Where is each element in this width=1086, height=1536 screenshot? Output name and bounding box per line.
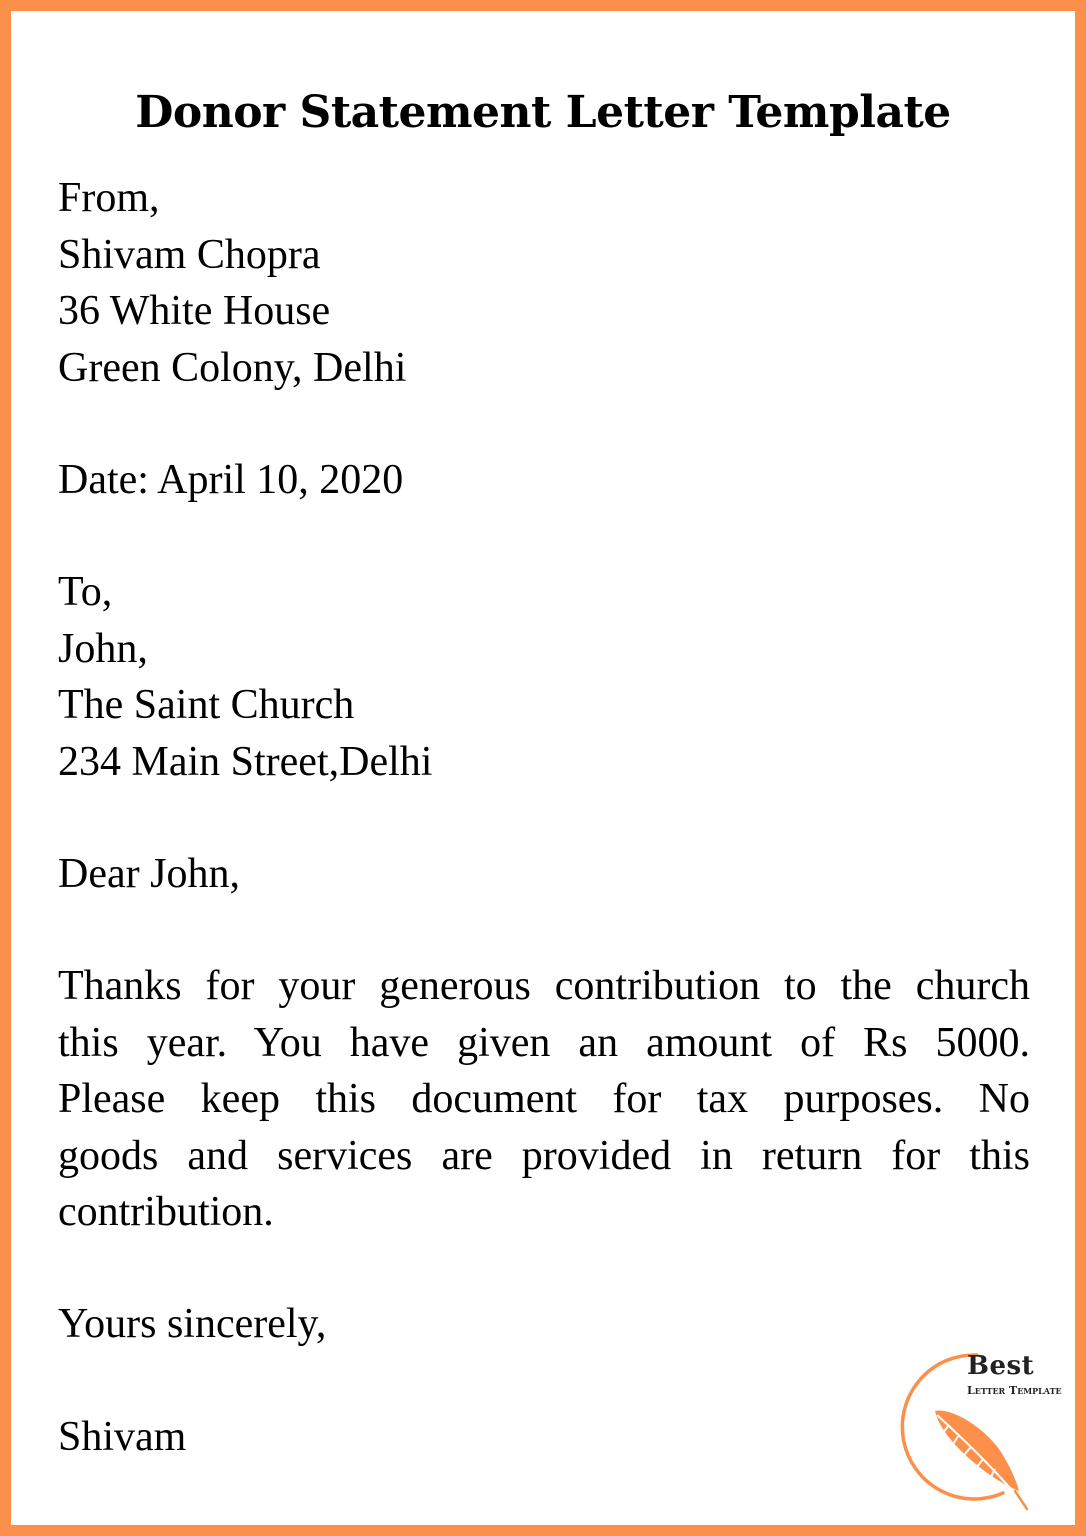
body-line: goods and services are provided in return for this: [58, 1132, 1030, 1179]
recipient-address: 234 Main Street,Delhi: [58, 738, 433, 785]
body-line: Thanks for your generous contribution to the church: [58, 963, 1030, 1009]
body-line: Please keep this document for tax purposes. No: [58, 1076, 1030, 1122]
brand-logo: [891, 1341, 1081, 1521]
sender-address-line1: 36 White House: [58, 288, 331, 334]
recipient-organization: The Saint Church: [58, 682, 355, 728]
sender-name: Shivam Chopra: [58, 231, 321, 278]
signature-block: [58, 1409, 1030, 1466]
signature: Shivam: [58, 1414, 187, 1460]
logo-tagline: Letter Template: [967, 1384, 1062, 1397]
recipient-label: To,: [58, 569, 113, 615]
date-block: [58, 452, 1030, 509]
recipient-block: [58, 564, 1030, 790]
sender-block: [58, 170, 1030, 396]
body-line: this year. You have given an amount of Rs 5000.: [58, 1019, 1030, 1066]
body-line: contribution.: [58, 1189, 274, 1235]
closing: Yours sincerely,: [58, 1301, 327, 1347]
page-title: Donor Statement Letter Template: [135, 87, 951, 138]
logo-brand-text: Best: [967, 1351, 1035, 1381]
recipient-name: John,: [58, 625, 148, 672]
letter-date: Date: April 10, 2020: [58, 457, 404, 503]
sender-address-line2: Green Colony, Delhi: [58, 344, 407, 391]
body-paragraph: [58, 958, 1030, 1241]
closing-block: [58, 1296, 1030, 1353]
sender-label: From,: [58, 175, 160, 221]
salutation-block: [58, 846, 1030, 903]
salutation: Dear John,: [58, 851, 240, 897]
